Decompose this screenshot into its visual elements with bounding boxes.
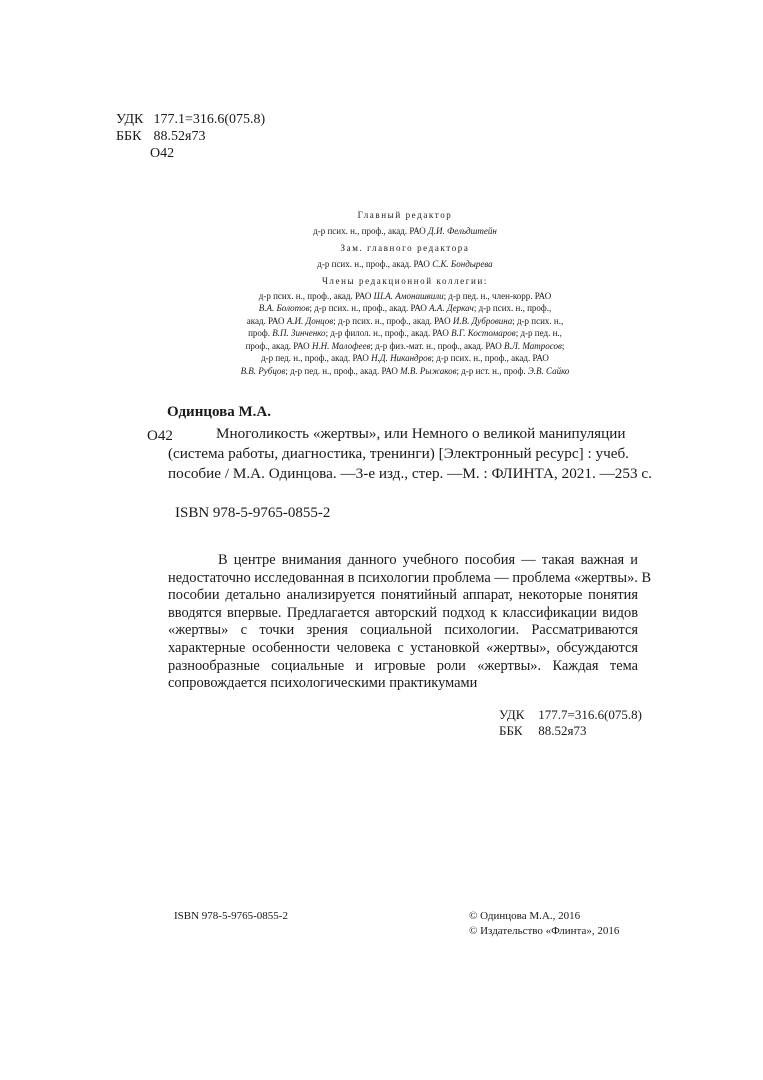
annotation-line: сопровождается психологическими практикумами [168,675,478,692]
board-members-line [180,290,630,303]
bbk-value: 88.52я73 [538,723,587,738]
board-member-name: И.В. Дубровина [452,315,513,326]
annotation-line: вводятся впервые. Предлагается авторский подход к классификации видов [168,604,638,621]
annotation [168,552,652,693]
chief-editor-name: Д.И. Фельдштейн [428,225,497,236]
board-member-title: ; д-р псих. н., проф., акад. РАО [431,353,549,363]
annotation-line: пособии детально анализируется понятийный аппарат, некоторые понятия [168,587,638,604]
board-member-name: М.В. Рыжаков [400,365,457,376]
author-code-top: О42 [150,146,175,161]
board-member-title: проф., акад. РАО [245,340,312,351]
board-member-title: ; д-р псих. н., проф., акад. РАО [309,303,430,313]
board-member-name: В.А. Болотов [258,303,310,313]
board-members-line [180,352,630,365]
board-members-list [180,290,630,378]
board-member-title: акад. РАО [246,315,287,326]
board-member-title: ; д-р пед. н., проф., акад. РАО [285,365,401,376]
footer-copyright-author: © Одинцова М.А., 2016 [469,910,581,922]
bbk-label: ББК [499,723,523,738]
board-member-title: ; д-р филол. н., проф., акад. РАО [325,328,452,338]
deputy-editor-line [180,258,630,271]
udk-label: УДК [499,707,525,722]
board-members-line [180,302,630,315]
chief-editor-line [180,225,630,238]
deputy-editor-heading: Зам. главного редактора [340,243,470,253]
board-members-line [180,365,630,378]
board-member-title: ; [561,340,565,351]
board-member-name: В.П. Зинченко [272,328,326,338]
board-member-title: ; д-р пед. н., [515,328,562,338]
board-members-line [180,315,630,328]
deputy-editor-name: С.К. Бондырева [432,258,493,269]
udk-label: УДК [116,112,144,127]
board-member-title: ; д-р псих. н., проф., [473,303,552,313]
bbk-bottom [499,723,586,738]
chief-editor-heading: Главный редактор [357,210,453,220]
record-code: О42 [147,428,173,444]
board-member-name: В.В. Рубцов [240,365,286,376]
board-member-name: А.А. Деркач [429,303,474,313]
board-member-name: В.Г. Костомаров [451,328,516,338]
board-members-line [180,340,630,353]
udk-value: 177.1=316.6(075.8) [153,112,266,127]
bbk-top [116,129,205,145]
board-member-name: Н.Д. Никандров [371,353,432,363]
record-isbn: ISBN 978-5-9765-0855-2 [175,505,331,521]
record-line: пособие / М.А. Одинцова. —3-е изд., стер. —М. : ФЛИНТА, 2021. —253 с. [168,465,652,482]
record-description [168,424,652,484]
annotation-line: «жертвы» с точки зрения социальной психологии. Рассматриваются [168,622,638,639]
board-member-title: ; д-р псих. н., проф., акад. РАО [333,315,453,326]
udk-value: 177.7=316.6(075.8) [538,707,642,722]
annotation-line: разнообразные социальные и игровые роли «жертвы». Каждая тема [168,657,638,674]
footer-copyright-publisher: © Издательство «Флинта», 2016 [469,925,620,937]
record-line: (система работы, диагностика, тренинги) [Электронный ресурс] : учеб. [168,445,629,462]
chief-editor-title: д-р псих. н., проф., акад. РАО [313,225,426,236]
annotation-line: недостаточно исследованная в психологии проблема — проблема «жертвы». В [168,569,652,586]
footer-isbn: ISBN 978-5-9765-0855-2 [174,910,288,922]
udk-top [116,112,265,128]
board-member-name: В.Л. Матросов [504,340,562,351]
board-member-title: ; д-р пед. н., член-корр. РАО [443,290,552,301]
board-member-title: д-р псих. н., проф., акад. РАО [258,290,374,301]
board-member-title: ; д-р физ.-мат. н., проф., акад. РАО [370,340,504,351]
annotation-line: В центре внимания данного учебного пособия — такая важная и [218,552,638,568]
board-member-title: ; д-р ист. н., проф. [456,365,528,376]
board-member-name: Э.В. Сайко [527,365,570,376]
board-member-title: ; д-р псих. н., [512,315,564,326]
record-author: Одинцова М.А. [167,404,271,420]
annotation-line: характерные особенности человека с установкой «жертвы», обсуждаются [168,639,638,656]
board-member-title: проф. [248,328,273,338]
bbk-label: ББК [116,129,142,144]
deputy-editor-title: д-р псих. н., проф., акад. РАО [317,258,430,269]
board-members-heading: Члены редакционной коллегии: [321,276,488,286]
board-member-name: А.И. Донцов [286,315,334,326]
editorial-board [180,209,630,377]
udk-bottom [499,707,642,722]
board-members-line [180,327,630,340]
bbk-value: 88.52я73 [153,129,206,144]
board-member-title: д-р пед. н., проф., акад. РАО [261,353,372,363]
board-member-name: Ш.А. Амонашвили [373,290,444,301]
board-member-name: Н.Н. Малофеев [311,340,371,351]
record-line: Многоликость «жертвы», или Немного о великой манипуляции [216,425,626,442]
